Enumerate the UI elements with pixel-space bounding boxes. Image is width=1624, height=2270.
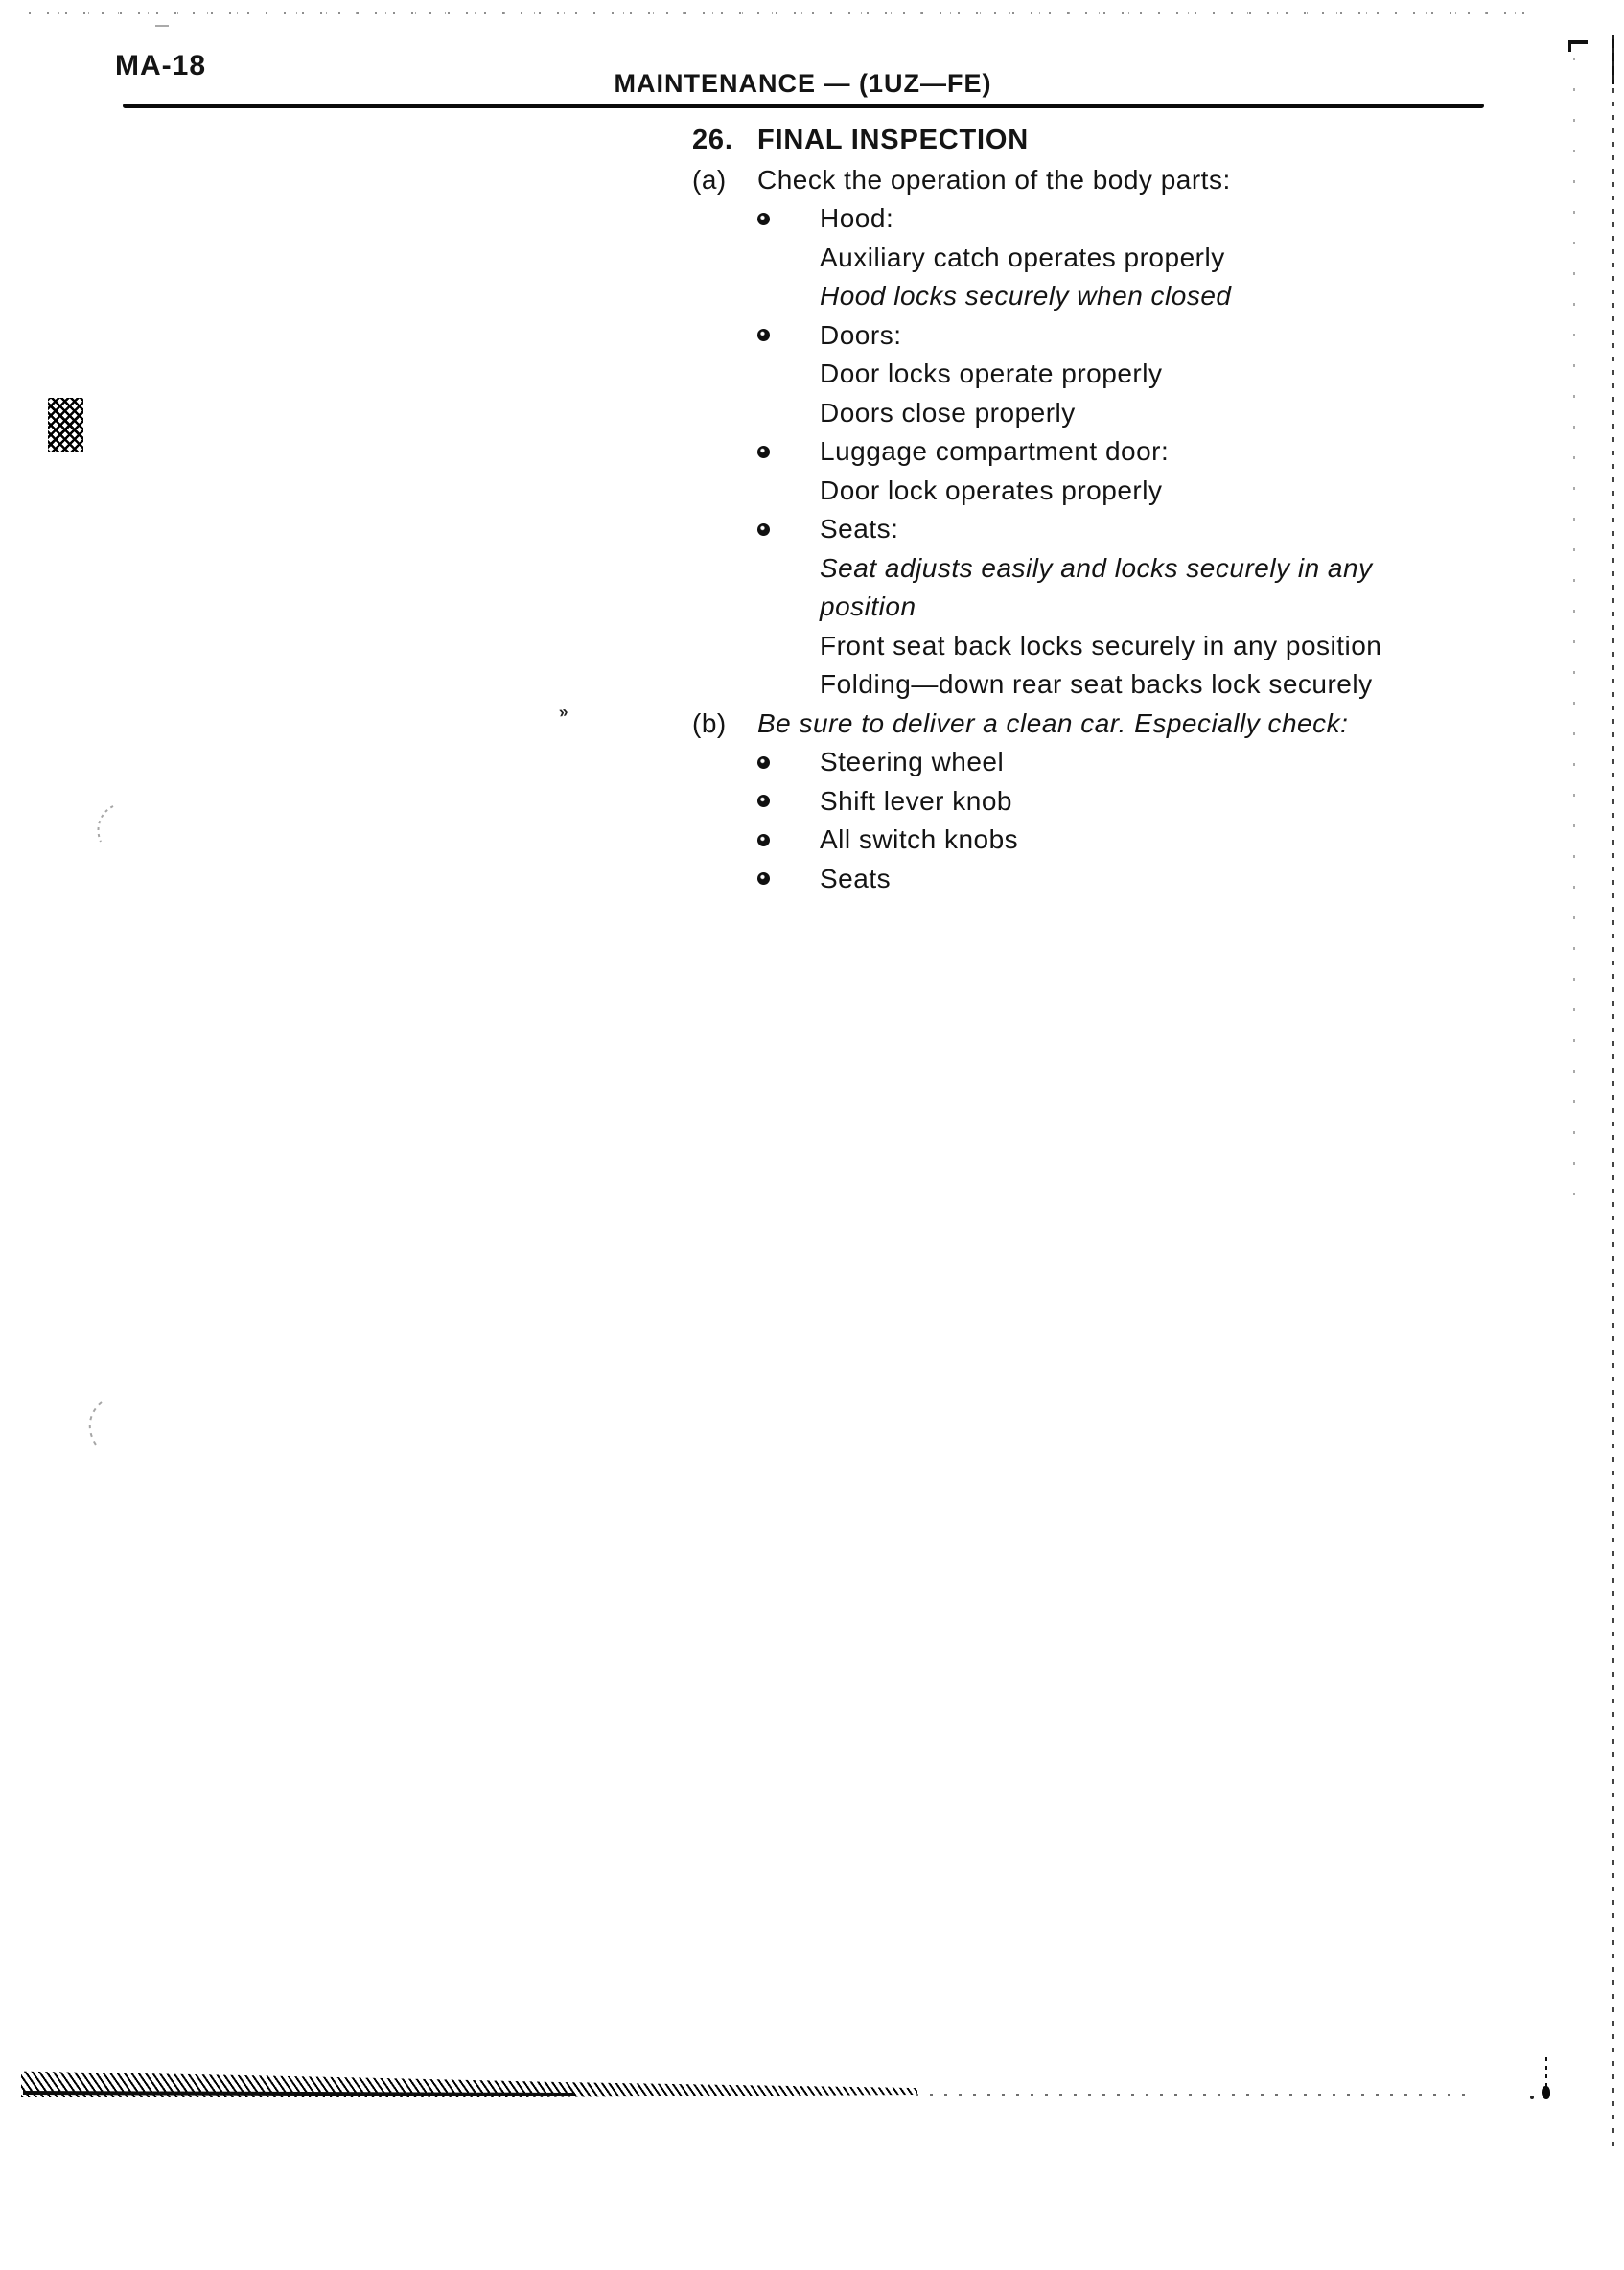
checklist-line xyxy=(692,821,1469,860)
header-rule xyxy=(123,104,1484,108)
line-text: Door lock operates properly xyxy=(820,475,1163,505)
bullet-icon xyxy=(757,834,770,846)
checklist-line xyxy=(692,510,1469,549)
checklist-line xyxy=(692,743,1469,782)
bullet-icon xyxy=(757,213,770,225)
scan-edge-line-dotted xyxy=(1573,58,1575,1217)
scan-noise-speck xyxy=(155,25,169,27)
section-title: FINAL INSPECTION xyxy=(757,125,1029,155)
line-text: position xyxy=(820,591,916,621)
bullet-cell xyxy=(757,782,820,822)
line-text: Seat adjusts easily and locks securely in any xyxy=(820,552,1373,583)
checklist-line xyxy=(692,782,1469,822)
list-label-spacer xyxy=(692,316,757,356)
line-text: Doors: xyxy=(820,319,902,350)
checklist-line xyxy=(692,549,1469,589)
bullet-icon xyxy=(757,446,770,458)
bullet-icon xyxy=(757,872,770,885)
line-text: Auxiliary catch operates properly xyxy=(820,242,1225,272)
list-label-spacer xyxy=(692,860,757,899)
checklist-line xyxy=(692,316,1469,356)
line-text: All switch knobs xyxy=(820,824,1019,854)
line-text: Check the operation of the body parts: xyxy=(757,164,1231,195)
line-text: Hood locks securely when closed xyxy=(820,281,1232,311)
stray-mark: » xyxy=(557,702,569,722)
line-text: Front seat back locks securely in any position xyxy=(820,630,1382,660)
scan-edge-line-dashed xyxy=(1612,35,1614,2147)
checklist-line xyxy=(692,239,1469,278)
line-text: Be sure to deliver a clean car. Especially check: xyxy=(757,707,1349,738)
bullet-cell xyxy=(757,860,820,899)
checklist-line xyxy=(692,705,1469,744)
list-label-spacer xyxy=(692,510,757,549)
bullet-icon xyxy=(757,329,770,341)
section-heading xyxy=(692,121,1469,160)
line-text: Doors close properly xyxy=(820,397,1076,428)
scan-pencil-curl-upper xyxy=(90,803,117,844)
line-text: Door locks operate properly xyxy=(820,359,1163,388)
checklist-line xyxy=(692,355,1469,394)
checklist xyxy=(692,161,1469,899)
bullet-cell xyxy=(757,821,820,860)
bullet-cell xyxy=(757,743,820,782)
line-text: Seats: xyxy=(820,514,899,544)
bullet-cell xyxy=(757,432,820,472)
list-label-spacer xyxy=(692,821,757,860)
page-title: MAINTENANCE — (1UZ—FE) xyxy=(614,69,992,98)
list-label-spacer xyxy=(692,743,757,782)
scan-bottom-right-dot xyxy=(1530,2096,1534,2099)
line-text: Hood: xyxy=(820,203,894,233)
bullet-cell xyxy=(757,316,820,356)
bullet-icon xyxy=(757,756,770,769)
scan-hatch-dotted-tail xyxy=(916,2094,1467,2096)
bullet-cell xyxy=(757,199,820,239)
bullet-icon xyxy=(757,795,770,807)
section-content xyxy=(692,121,1469,898)
list-label: (b) xyxy=(692,707,727,738)
line-text: Luggage compartment door: xyxy=(820,436,1170,466)
list-label-spacer xyxy=(692,199,757,239)
checklist-line xyxy=(692,199,1469,239)
line-text: Steering wheel xyxy=(820,747,1005,776)
section-number: 26. xyxy=(692,125,733,155)
checklist-line xyxy=(692,860,1469,899)
checklist-line xyxy=(692,161,1469,200)
scan-bottom-right-blob xyxy=(1542,2086,1550,2099)
list-label-spacer xyxy=(692,782,757,822)
scan-pencil-curl-lower xyxy=(81,1400,107,1448)
corner-crop-mark xyxy=(1568,40,1588,52)
checklist-line xyxy=(692,394,1469,433)
scan-bottom-right-tail xyxy=(1545,2057,1547,2090)
checklist-line xyxy=(692,627,1469,666)
checklist-line xyxy=(692,665,1469,705)
page-number: MA-18 xyxy=(115,50,207,81)
checklist-line xyxy=(692,432,1469,472)
list-label-spacer xyxy=(692,432,757,472)
line-text: Folding—down rear seat backs lock securely xyxy=(820,669,1373,699)
checklist-line xyxy=(692,588,1469,627)
scan-halftone-block xyxy=(48,398,83,452)
line-text: Shift lever knob xyxy=(820,785,1012,816)
bullet-icon xyxy=(757,523,770,536)
bullet-cell xyxy=(757,510,820,549)
line-text: Seats xyxy=(820,863,892,893)
scan-noise-top-line xyxy=(29,12,1524,14)
checklist-line xyxy=(692,472,1469,511)
list-label: (a) xyxy=(692,164,727,195)
checklist-line xyxy=(692,277,1469,316)
